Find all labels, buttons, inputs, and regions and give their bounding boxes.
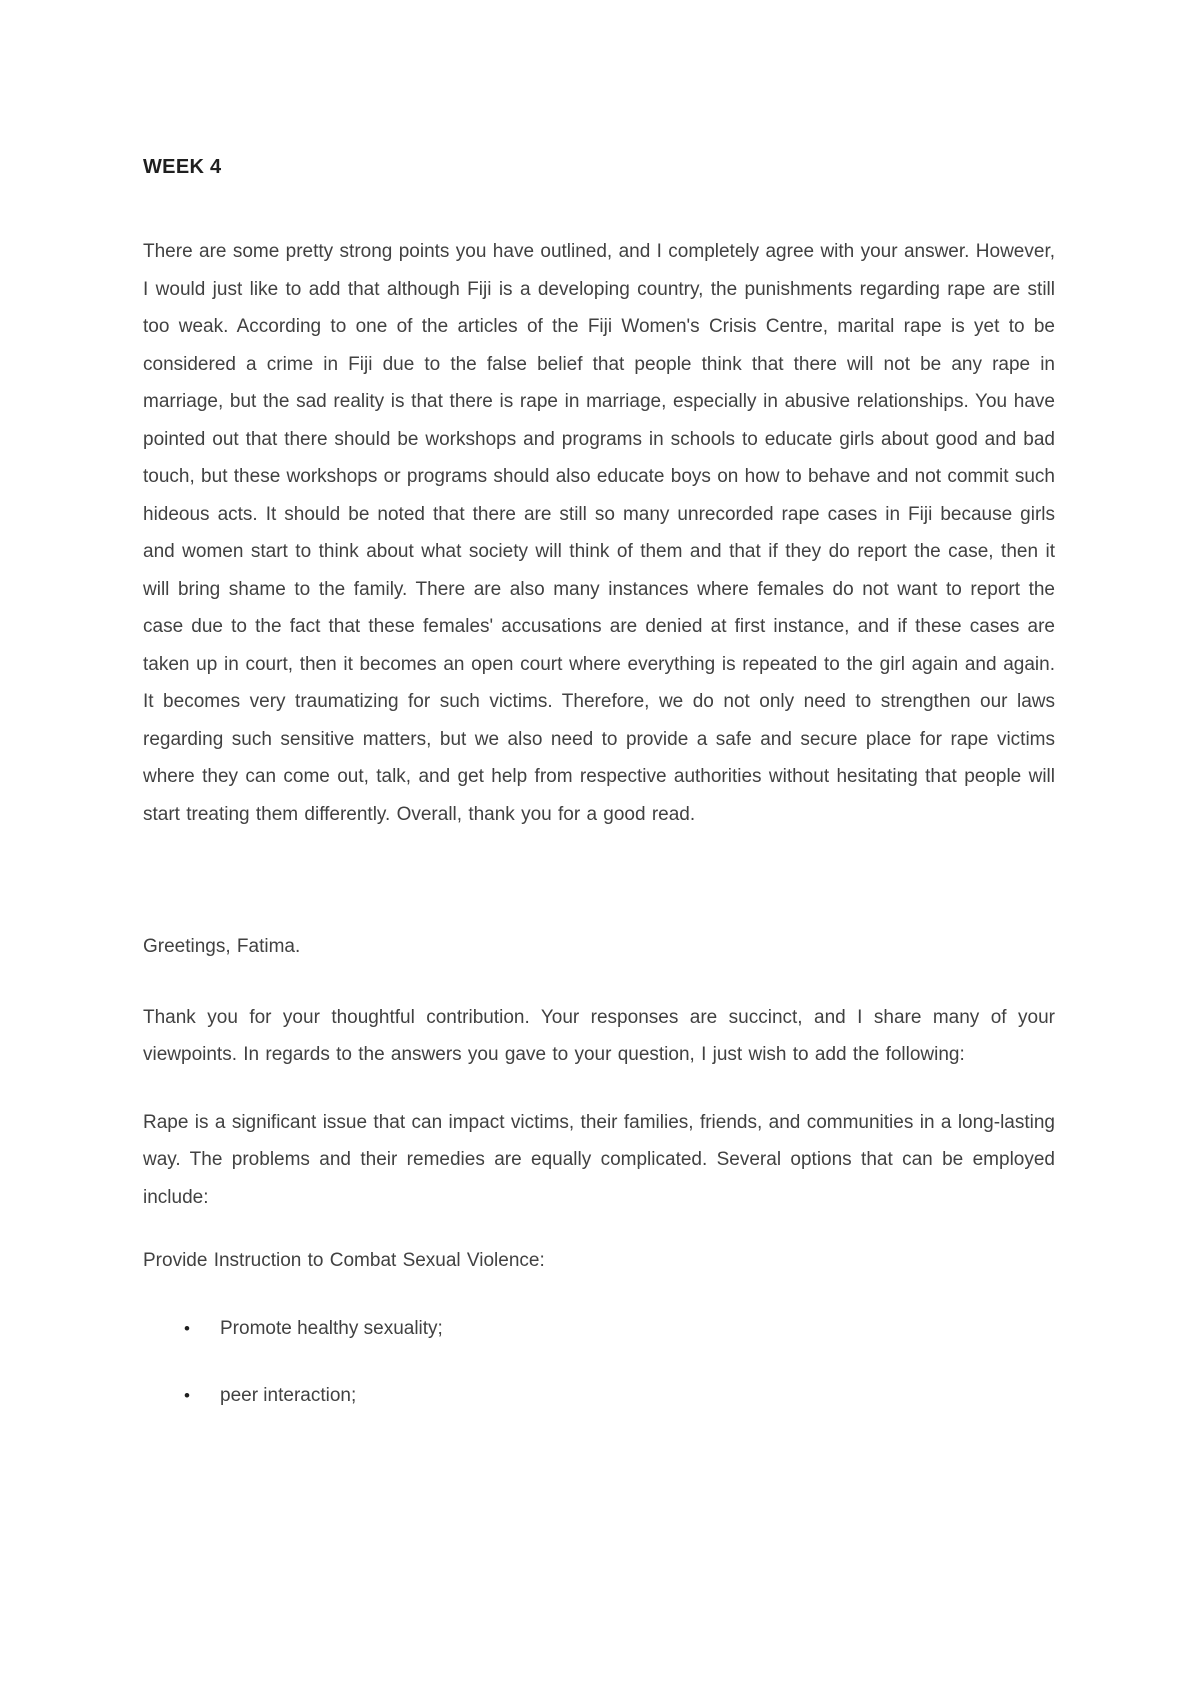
- paragraph-rape-issue: Rape is a significant issue that can impact victims, their families, friends, and communities in a long-lasting way. The problems and their remedies are equally complicated. Several options that can be employed include:: [143, 1111, 1055, 1208]
- list-intro: Provide Instruction to Combat Sexual Violence:: [143, 1250, 545, 1271]
- list-item: [143, 1377, 1055, 1415]
- list-item-label: Promote healthy sexuality;: [220, 1317, 443, 1339]
- bullet-icon: •: [184, 1386, 190, 1405]
- instruction-bullet-list: [143, 1310, 1055, 1415]
- bullet-icon: •: [184, 1318, 190, 1338]
- paragraph-week4-response: There are some pretty strong points you have outlined, and I completely agree with your answer. However, I would just like to add that although Fiji is a developing country, the punishments regarding rape are still too weak. According to one of the articles of the Fiji Women's Crisis Centre, marital rape is yet to be considered a crime in Fiji due to the false belief that people think that there will not be any rape in marriage, but the sad reality is that there is rape in marriage, especially in abusive relationships. You have pointed out that there should be workshops and programs in schools to educate girls about good and bad touch, but these workshops or programs should also educate boys on how to behave and not commit such hideous acts. It should be noted that there are still so many unrecorded rape cases in Fiji because girls and women start to think about what society will think of them and that if they do report the case, then it will bring shame to the family. There are also many instances where females do not want to report the case due to the fact that these females' accusations are denied at first instance, and if these cases are taken up in court, then it becomes an open court where everything is repeated to the girl again and again. It becomes very traumatizing for such victims. Therefore, we do not only need to strengthen our laws regarding such sensitive matters, but we also need to provide a safe and secure place for rape victims where they can come out, talk, and get help from respective authorities without hesitating that people will start treating them differently. Overall, thank you for a good read.: [143, 241, 1055, 825]
- greeting-line: Greetings, Fatima.: [143, 936, 301, 957]
- list-item-label: peer interaction;: [220, 1385, 357, 1406]
- list-item: [143, 1310, 1055, 1348]
- paragraph-thank-you: Thank you for your thoughtful contribution. Your responses are succinct, and I share many of your viewpoints. In regards to the answers you gave to your question, I just wish to add the following:: [143, 1006, 1055, 1065]
- document-content: [143, 0, 1055, 1415]
- document-heading: WEEK 4: [143, 156, 222, 178]
